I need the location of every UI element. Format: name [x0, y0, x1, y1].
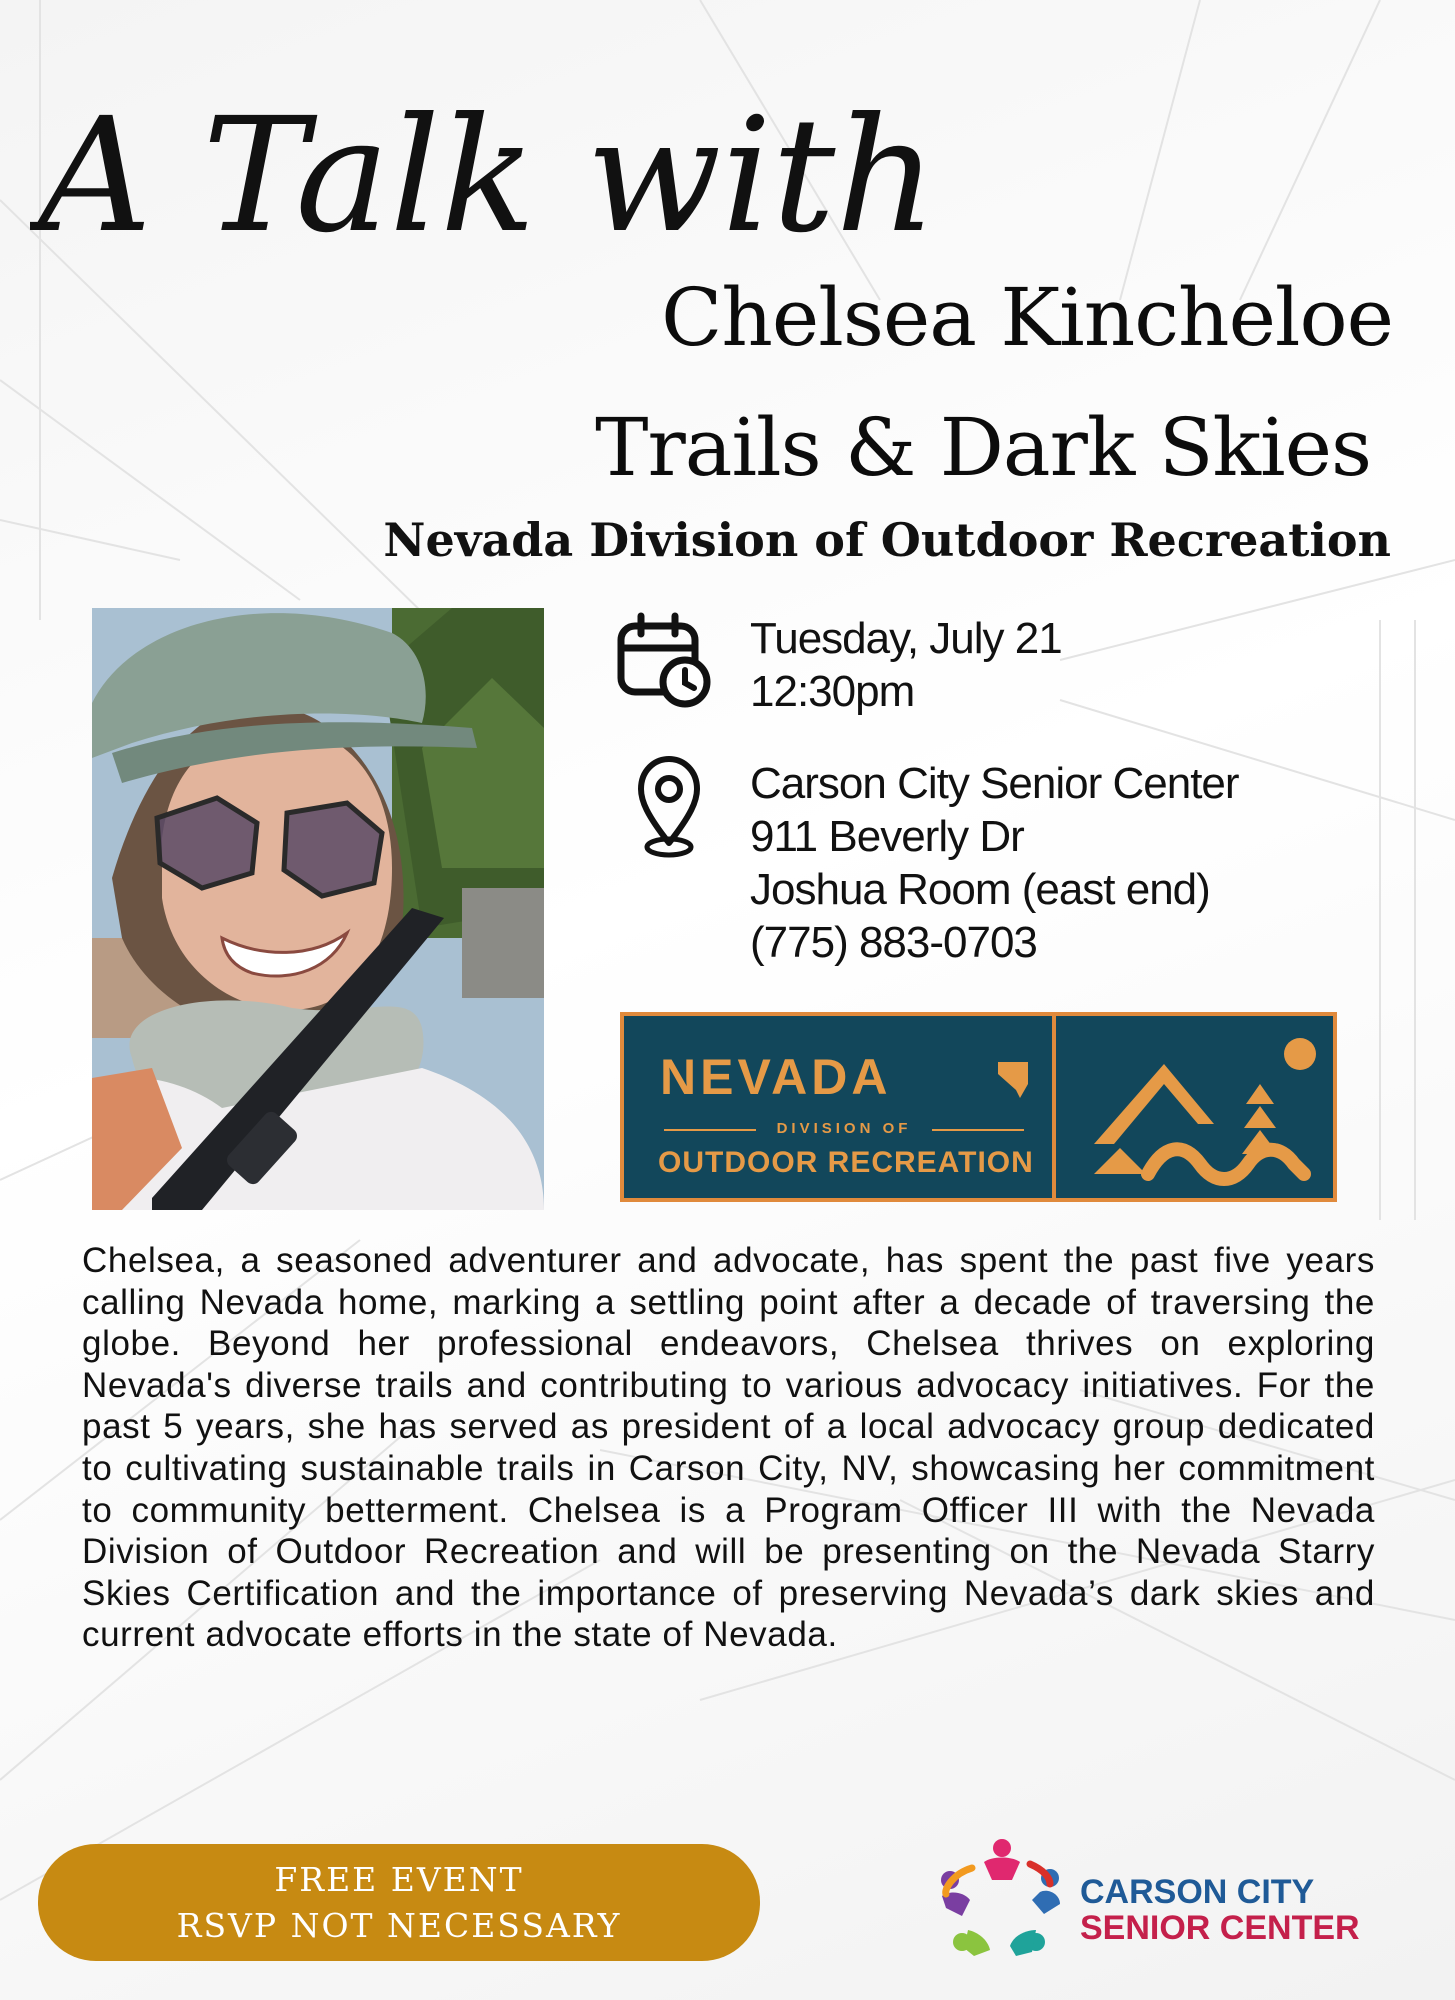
- map-pin-icon: [637, 755, 733, 865]
- host-name-line1: CARSON CITY: [1080, 1873, 1315, 1911]
- location-phone: (775) 883-0703: [750, 918, 1037, 967]
- location-room: Joshua Room (east end): [750, 865, 1210, 914]
- free-event-badge: [38, 1844, 760, 1961]
- mountain-tree-sun-icon: [1064, 1024, 1334, 1194]
- speaker-photo: [92, 608, 544, 1210]
- talk-title: Trails & Dark Skies: [595, 401, 1371, 494]
- event-time: 12:30pm: [750, 667, 915, 716]
- event-date: Tuesday, July 21: [750, 614, 1062, 663]
- nevada-state-icon: [996, 1060, 1030, 1100]
- nevada-outdoor-recreation-logo: [620, 1012, 1337, 1202]
- logo-word-outdoor: OUTDOOR RECREATION: [658, 1146, 1034, 1179]
- script-heading-text: A Talk with: [38, 84, 938, 268]
- host-name-line2: SENIOR CENTER: [1080, 1909, 1360, 1947]
- location-name: Carson City Senior Center: [750, 759, 1239, 808]
- calendar-clock-icon: [615, 612, 711, 708]
- speaker-bio: Chelsea, a seasoned adventurer and advocate, has spent the past five years calling Nevada home, marking a settling point after a decade of traversing the globe. Beyond her professional endeavors, Chelsea thrives on exploring Nevada's diverse trails and contributing to various advocacy initiatives. For the past 5 years, she has served as president of a local advocacy group dedicated to cultivating sustainable trails in Carson City, NV, showcasing her commitment to community betterment. Chelsea is a Program Officer III with the Nevada Division of Outdoor Recreation and will be presenting on the Nevada Starry Skies Certification and the importance of preserving Nevada’s dark skies and current advocate efforts in the state of Nevada.: [82, 1241, 1375, 1655]
- logo-word-nevada: NEVADA: [660, 1049, 892, 1105]
- script-heading: [30, 40, 1130, 280]
- location-address: 911 Beverly Dr: [750, 812, 1024, 861]
- people-circle-icon: [932, 1834, 1072, 1964]
- badge-line-free-event: FREE EVENT: [274, 1860, 524, 1899]
- badge-line-rsvp: RSVP NOT NECESSARY: [176, 1906, 622, 1945]
- speaker-name: Chelsea Kincheloe: [661, 271, 1393, 364]
- logo-word-division: DIVISION OF: [776, 1120, 912, 1137]
- carson-city-senior-center-logo: [932, 1834, 1402, 1964]
- organization-name: Nevada Division of Outdoor Recreation: [383, 513, 1391, 567]
